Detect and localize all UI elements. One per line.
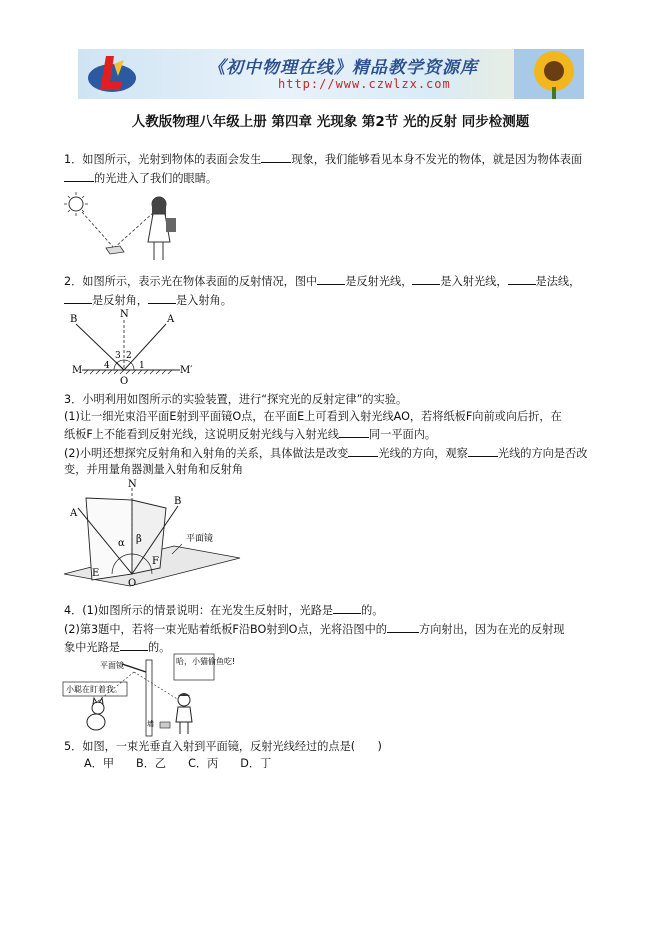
q2-label-M: M: [72, 365, 83, 376]
q2-text-f: 是入射角。: [175, 293, 232, 307]
q2-label-angle1: 1: [139, 361, 145, 371]
object-icon: [106, 246, 124, 254]
q3-label-E: E: [92, 568, 100, 579]
q2-blank-4[interactable]: [64, 291, 92, 304]
page-title: 人教版物理八年级上册 第四章 光现象 第2节 光的反射 同步检测题: [131, 114, 530, 130]
question-1: [64, 150, 604, 187]
q3-text-2: (1)让一细光束沿平面E射到平面镜O点，在平面E上可看到入射光线AO，若将纸板F向前或向后折，在: [64, 409, 562, 423]
q1-text-b: 现象，我们能够看见本身不发光的物体，就是因为物体表面: [291, 153, 583, 166]
q3-figure: [62, 478, 242, 588]
q2-blank-2[interactable]: [412, 272, 440, 285]
q3-blank-3[interactable]: [468, 444, 498, 457]
q5-option-d[interactable]: D．丁: [240, 756, 272, 770]
q1-blank-1[interactable]: [261, 150, 291, 163]
question-2: [64, 272, 604, 309]
q2-label-O: O: [120, 376, 129, 387]
q1-figure: [62, 190, 187, 265]
q4-blank-3[interactable]: [120, 638, 148, 651]
q5-option-c[interactable]: C．丙: [188, 756, 219, 770]
q2-label-N: N: [120, 309, 129, 320]
q4-wall-label: 墙: [147, 720, 154, 728]
q2-text-d: 是法线，: [535, 275, 581, 288]
q4-text-2b: 方向射出，因为在光的反射现: [419, 622, 565, 636]
cat-icon: [87, 698, 105, 730]
girl-icon: [148, 197, 176, 260]
q2-text-a: 2．如图所示，表示光在物体表面的反射情况，图中: [64, 275, 318, 288]
sun-icon: [64, 192, 88, 216]
q2-label-Mprime: M′: [180, 365, 193, 376]
q2-blank-3[interactable]: [508, 272, 536, 285]
fish-icon: [160, 722, 170, 728]
q3-label-N: N: [128, 479, 137, 490]
q4-blank-2[interactable]: [387, 620, 419, 633]
q4-text-3a: 象中光路是: [64, 641, 120, 654]
q3-text-3b: 同一平面内。: [368, 428, 437, 441]
q1-text-a: 1．如图所示，光射到物体的表面会发生: [64, 153, 262, 166]
question-3: [64, 392, 604, 479]
q3-label-mirror: 平面镜: [186, 534, 214, 544]
q4-text-1b: 的。: [361, 604, 384, 617]
boy-icon: [176, 693, 192, 734]
q3-text-5: 变，并用量角器测量入射角和反射角: [64, 463, 244, 476]
q3-text-4b: 光线的方向，观察: [378, 446, 468, 460]
q2-label-angle2: 2: [126, 351, 132, 361]
q4-bubble-left: 小聪在盯着我。: [66, 685, 122, 694]
q1-text-c: 的光进入了我们的眼睛。: [94, 171, 218, 185]
q5-text: 5．如图，一束光垂直入射到平面镜，反射光线经过的点是( ): [64, 740, 382, 753]
q3-text-3a: 纸板F上不能看到反射光线，这说明反射光线与入射光线: [64, 428, 339, 441]
q3-label-O: O: [128, 578, 137, 589]
q5-option-a[interactable]: A．甲: [84, 756, 115, 770]
q2-blank-1[interactable]: [317, 272, 345, 285]
q3-text-4a: (2)小明还想探究反射角和入射角的关系，具体做法是改变: [64, 446, 349, 460]
q4-text-2a: (2)第3题中，若将一束光贴着纸板F沿BO射到O点，光将沿图中的: [64, 622, 387, 636]
q4-text-3b: 的。: [147, 641, 171, 654]
q3-blank-2[interactable]: [348, 444, 378, 457]
q4-blank-1[interactable]: [333, 601, 361, 614]
question-4: [64, 601, 604, 657]
banner-title: 《初中物理在线》精品教学资源库: [208, 58, 478, 78]
q2-text-e: 是反射角，: [92, 293, 148, 307]
q2-text-b: 是反射光线，: [345, 275, 413, 288]
q4-text-1a: 4．(1)如图所示的情景说明：在光发生反射时，光路是: [64, 604, 334, 617]
q5-option-b[interactable]: B．乙: [136, 756, 167, 770]
question-5: [64, 739, 604, 772]
q2-label-angle4: 4: [104, 361, 110, 371]
q4-bubble-right: 哈，小猫偷鱼吃!: [176, 657, 236, 666]
q2-label-angle3: 3: [115, 351, 121, 361]
q2-blank-5[interactable]: [148, 291, 176, 304]
q3-label-beta: β: [136, 534, 142, 545]
q2-text-c: 是入射光线，: [440, 275, 508, 288]
q3-label-alpha: α: [118, 538, 125, 549]
q3-blank-1[interactable]: [339, 425, 369, 438]
header-banner: [78, 49, 584, 99]
banner-url: http://www.czwlzx.com: [278, 77, 451, 91]
sunflower-icon: [514, 49, 584, 99]
q2-label-B: B: [70, 314, 78, 325]
q2-figure: [62, 306, 192, 388]
logo-icon: [84, 52, 140, 96]
q1-blank-2[interactable]: [64, 169, 94, 182]
q3-label-F: F: [152, 556, 159, 567]
q3-label-A: A: [70, 508, 78, 519]
q2-label-A: A: [167, 314, 175, 325]
q3-text-1: 3．小明利用如图所示的实验装置，进行“探究光的反射定律”的实验。: [64, 393, 408, 406]
q4-figure: [62, 652, 236, 737]
q3-label-B: B: [174, 496, 182, 507]
q4-mirror-label: 平面镜: [100, 661, 124, 670]
q3-text-4c: 光线的方向是否改: [497, 446, 588, 460]
